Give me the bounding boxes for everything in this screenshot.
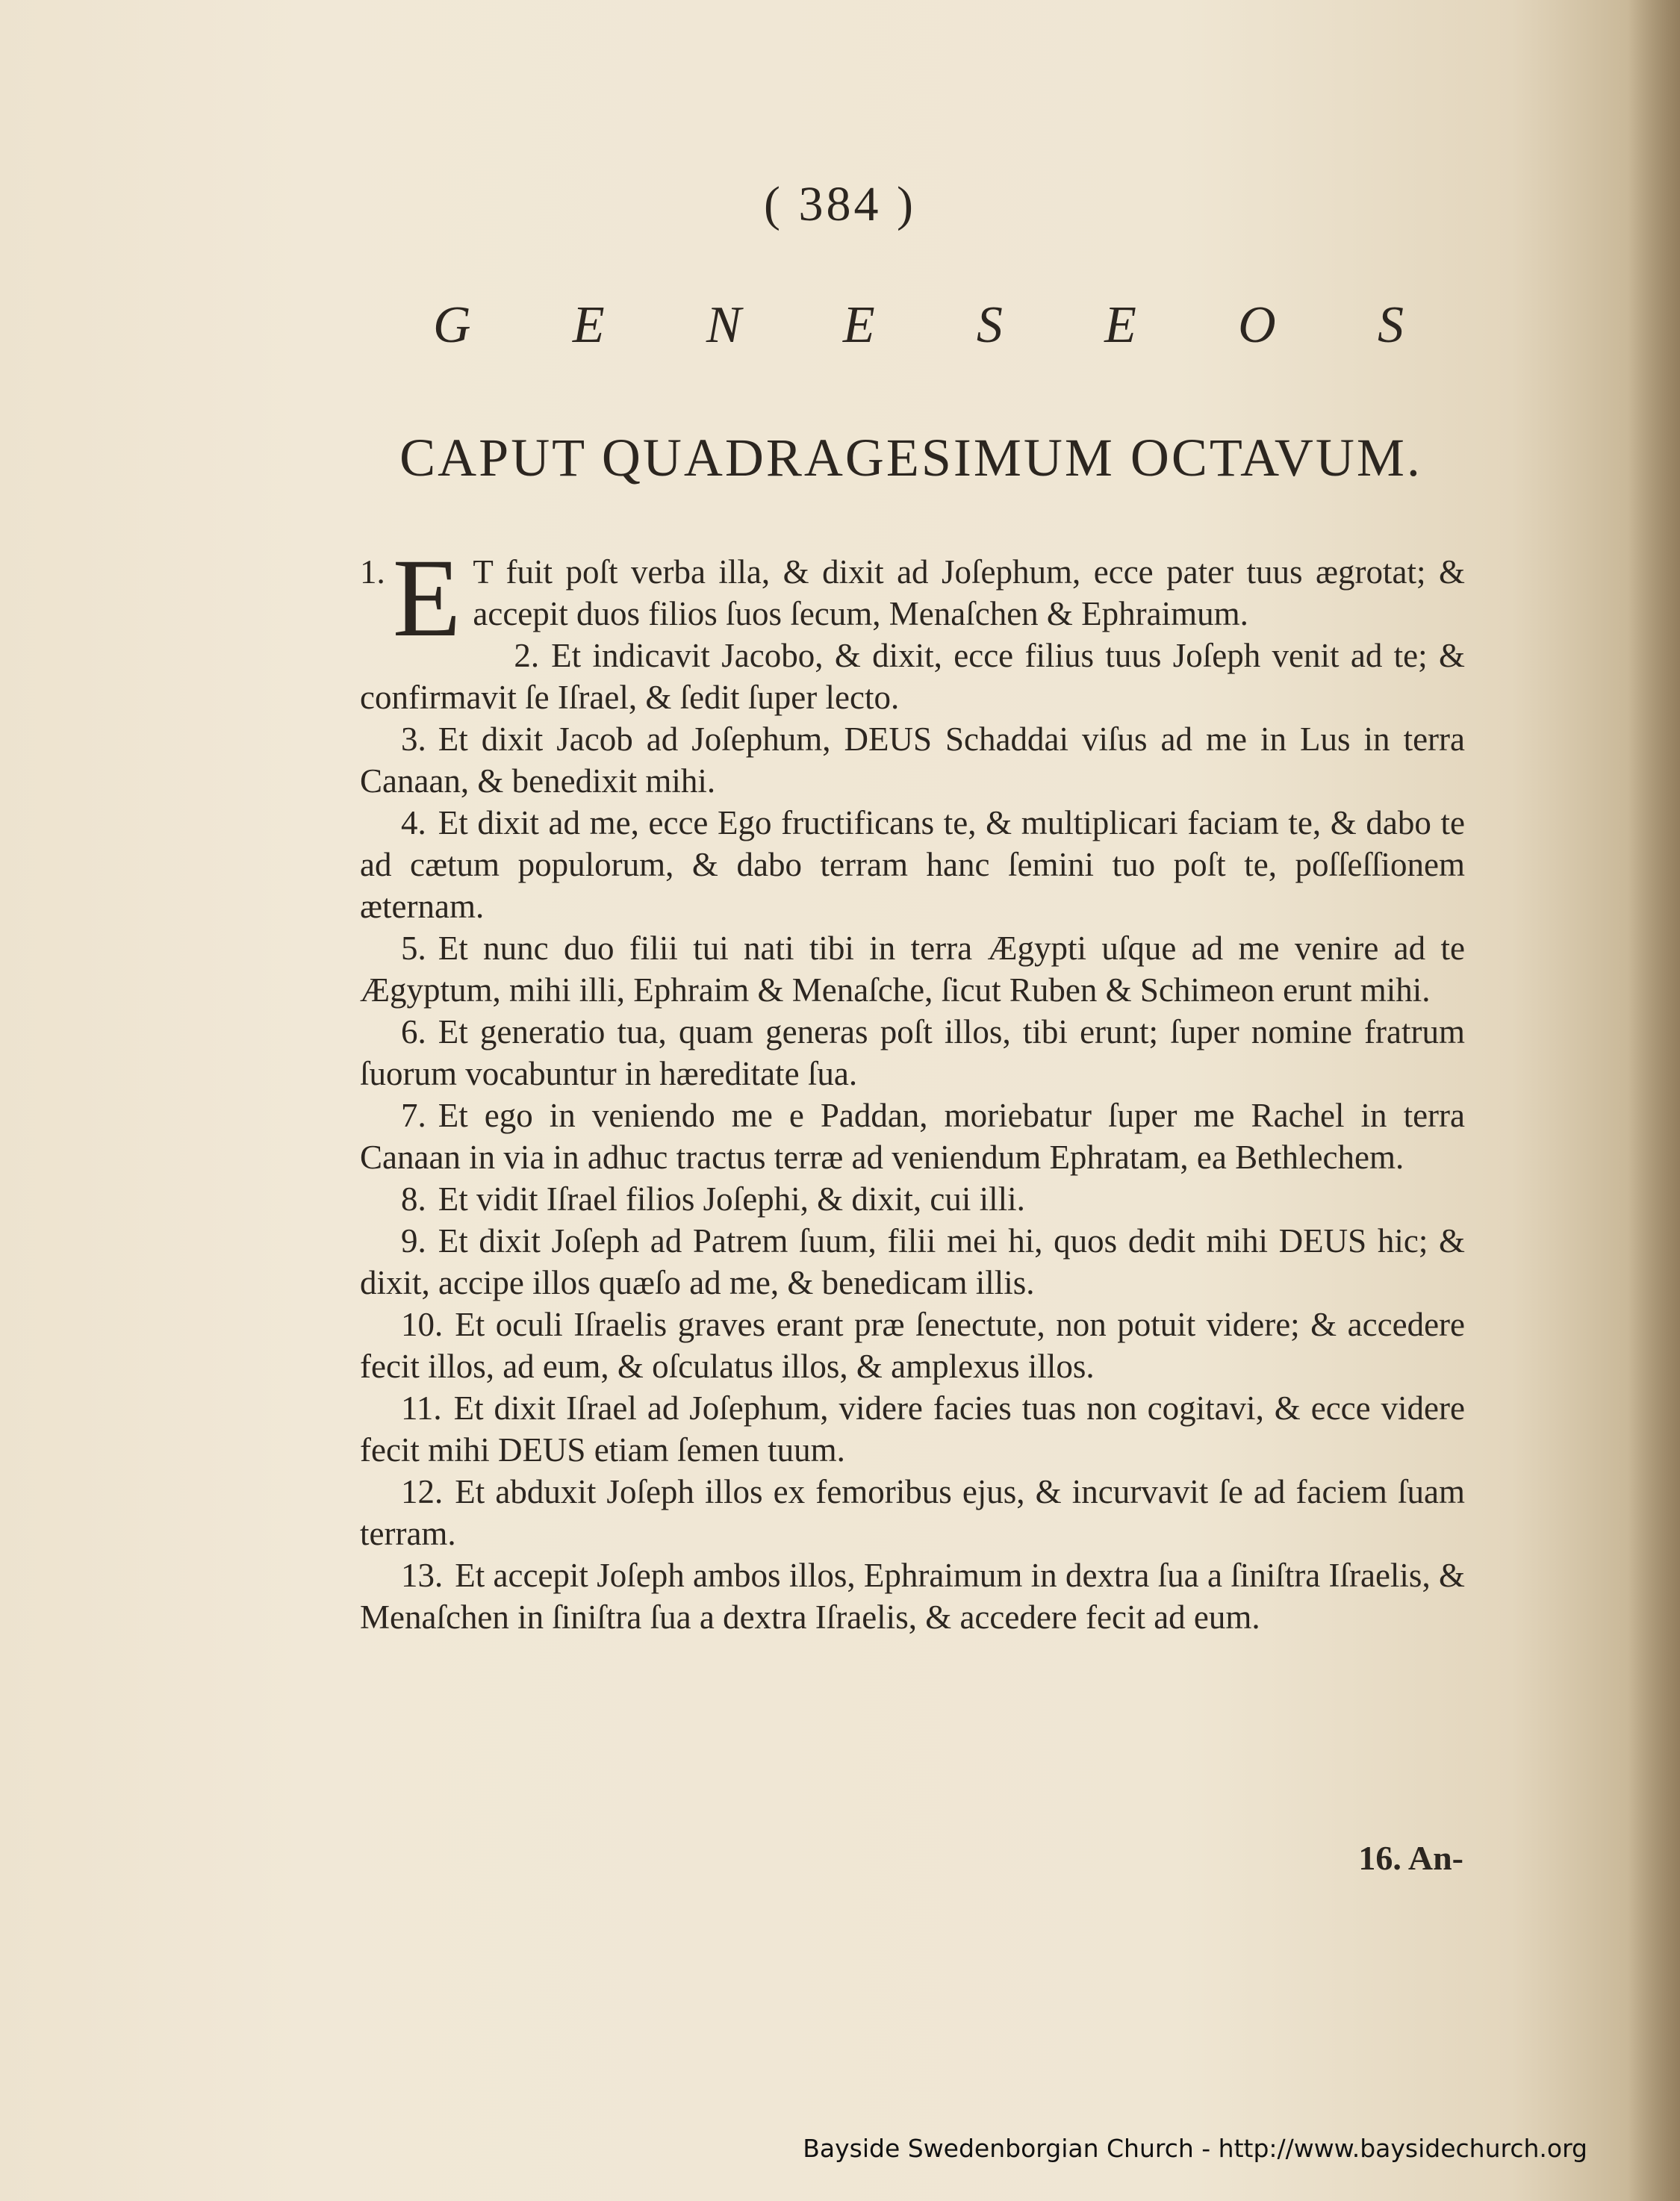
verse-13 bbox=[360, 1554, 1465, 1638]
verse-9 bbox=[360, 1220, 1465, 1304]
verse-12 bbox=[360, 1471, 1465, 1554]
verse-3 bbox=[360, 718, 1465, 802]
verse-8 bbox=[360, 1178, 1465, 1220]
verse-6 bbox=[360, 1011, 1465, 1095]
verse-number: 13. bbox=[401, 1557, 444, 1594]
running-title-letter: S bbox=[1377, 296, 1404, 354]
verse-text: Et indicavit Jacobo, & dixit, ecce filius tuus Joſeph venit ad te; & confirmavit ſe Iſrael, & ſedit ſuper lecto. bbox=[360, 637, 1465, 716]
verse-number: 1. bbox=[360, 553, 385, 591]
verse-number: 2. bbox=[514, 637, 540, 674]
chapter-title: CAPUT QUADRAGESIMUM OCTAVUM. bbox=[399, 428, 1422, 488]
verse-text: Et dixit Iſrael ad Joſephum, videre facies tuas non cogitavi, & ecce videre fecit mihi DEUS etiam ſemen tuum. bbox=[360, 1389, 1465, 1469]
verse-number: 6. bbox=[401, 1013, 426, 1050]
verse-4 bbox=[360, 802, 1465, 927]
running-title-letter: E bbox=[842, 296, 875, 354]
verse-1 bbox=[360, 536, 1465, 660]
verse-number: 10. bbox=[401, 1306, 444, 1343]
verse-number: 4. bbox=[401, 804, 426, 841]
verse-number: 9. bbox=[401, 1222, 426, 1260]
verse-number: 5. bbox=[401, 930, 426, 967]
verse-text: Et abduxit Joſeph illos ex femoribus ejus, & incurvavit ſe ad faciem ſuam terram. bbox=[360, 1473, 1465, 1552]
running-title-letter: E bbox=[1104, 296, 1136, 354]
verse-text: Et dixit ad me, ecce Ego fructificans te, & multiplicari faciam te, & dabo te ad cætum populorum, & dabo terram hanc ſemini tuo poſt te, poſſeſſionem æternam. bbox=[360, 804, 1465, 925]
verse-text: T fuit poſt verba illa, & dixit ad Joſephum, ecce pater tuus ægrotat; & accepit duos filios ſuos ſecum, Menaſchen & Ephraimum. bbox=[473, 553, 1465, 632]
verse-list bbox=[360, 536, 1465, 1638]
verse-text: Et vidit Iſrael filios Joſephi, & dixit, cui illi. bbox=[438, 1180, 1025, 1218]
verse-text: Et oculi Iſraelis graves erant præ ſenectute, non potuit videre; & accedere fecit illos, ad eum, & oſculatus illos, & amplexus illos. bbox=[360, 1306, 1465, 1385]
verse-text: Et dixit Joſeph ad Patrem ſuum, filii mei hi, quos dedit mihi DEUS hic; & dixit, accipe illos quæſo ad me, & benedicam illis. bbox=[360, 1222, 1465, 1301]
verse-number: 3. bbox=[401, 720, 426, 758]
running-title-letter: O bbox=[1238, 296, 1276, 354]
verse-10 bbox=[360, 1304, 1465, 1387]
verse-number: 11. bbox=[401, 1389, 442, 1427]
running-title-letter: E bbox=[572, 296, 605, 354]
verse-text: Et dixit Jacob ad Joſephum, DEUS Schaddai viſus ad me in Lus in terra Canaan, & benedixit mihi. bbox=[360, 720, 1465, 800]
running-title bbox=[433, 296, 1404, 355]
drop-cap: E bbox=[392, 536, 461, 660]
verse-number: 7. bbox=[401, 1097, 426, 1134]
running-title-letter: G bbox=[433, 296, 471, 354]
running-title-letter: S bbox=[976, 296, 1003, 354]
verse-text: Et nunc duo filii tui nati tibi in terra Ægypti uſque ad me venire ad te Ægyptum, mihi illi, Ephraim & Menaſche, ſicut Ruben & Schimeon erunt mihi. bbox=[360, 930, 1465, 1009]
watermark-caption: Bayside Swedenborgian Church - http://www.baysidechurch.org bbox=[803, 2134, 1587, 2163]
verse-text: Et generatio tua, quam generas poſt illos, tibi erunt; ſuper nomine fratrum ſuorum vocabuntur in hæreditate ſua. bbox=[360, 1013, 1465, 1092]
verse-number: 12. bbox=[401, 1473, 444, 1510]
verse-2 bbox=[360, 635, 1465, 718]
running-title-letter: N bbox=[706, 296, 741, 354]
verse-7 bbox=[360, 1095, 1465, 1178]
verse-number: 8. bbox=[401, 1180, 426, 1218]
verse-text: Et accepit Joſeph ambos illos, Ephraimum in dextra ſua a ſiniſtra Iſraelis, & Menaſchen in ſiniſtra ſua a dextra Iſraelis, & accedere fecit ad eum. bbox=[360, 1557, 1465, 1636]
verse-11 bbox=[360, 1387, 1465, 1471]
verse-5 bbox=[360, 927, 1465, 1011]
page-gutter-shadow bbox=[1628, 0, 1680, 2201]
catchword: 16. An- bbox=[1358, 1839, 1463, 1877]
verse-text: Et ego in veniendo me e Paddan, moriebatur ſuper me Rachel in terra Canaan in via in adhuc tractus terræ ad veniendum Ephratam, ea Bethlechem. bbox=[360, 1097, 1465, 1176]
page-number: ( 384 ) bbox=[764, 177, 916, 231]
